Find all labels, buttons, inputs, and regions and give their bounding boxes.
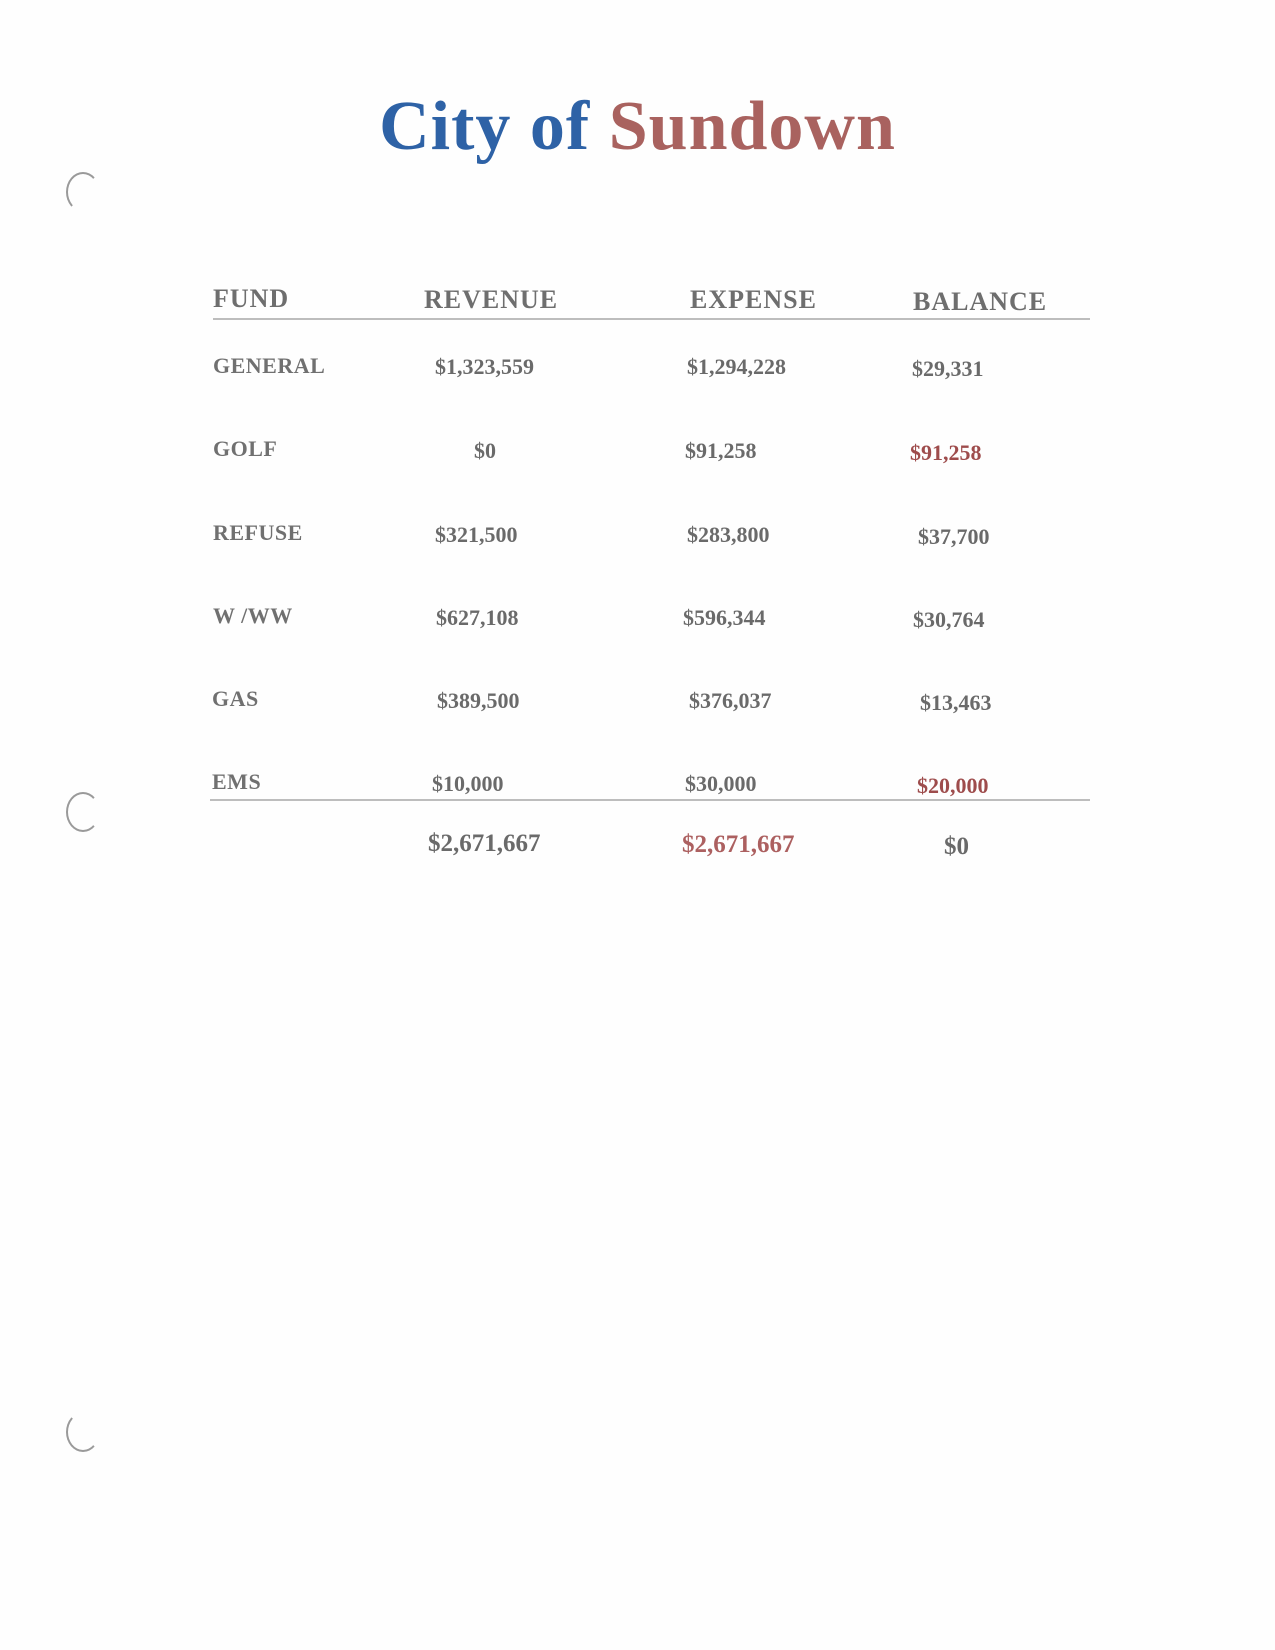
total-balance: $0 <box>944 833 969 860</box>
balance-ems: $20,000 <box>917 773 989 798</box>
fund-name-ems: EMS <box>212 769 262 794</box>
fund-name-general: GENERAL <box>213 353 326 378</box>
fund-name-w-ww: W /WW <box>213 603 293 628</box>
expense-ems: $30,000 <box>685 771 757 796</box>
revenue-general: $1,323,559 <box>435 354 534 379</box>
totals-rule <box>210 799 1090 801</box>
revenue-w-ww: $627,108 <box>436 605 519 630</box>
header-expense: EXPENSE <box>690 285 817 314</box>
fund-name-gas: GAS <box>212 686 259 711</box>
fund-name-refuse: REFUSE <box>213 520 303 545</box>
expense-refuse: $283,800 <box>687 522 770 547</box>
fund-name-golf: GOLF <box>213 436 278 461</box>
balance-golf: $91,258 <box>910 440 982 465</box>
balance-w-ww: $30,764 <box>913 607 985 632</box>
header-underline <box>213 318 1090 320</box>
title-city-of: City of <box>379 88 591 165</box>
header-revenue: REVENUE <box>424 285 559 314</box>
header-balance: BALANCE <box>913 287 1048 316</box>
title-sundown: Sundown <box>608 88 896 165</box>
expense-golf: $91,258 <box>685 438 757 463</box>
balance-refuse: $37,700 <box>918 524 990 549</box>
expense-gas: $376,037 <box>689 688 772 713</box>
balance-gas: $13,463 <box>920 690 992 715</box>
balance-general: $29,331 <box>912 356 984 381</box>
punch-hole-bottom <box>66 1412 100 1452</box>
total-expense: $2,671,667 <box>682 831 795 858</box>
revenue-refuse: $321,500 <box>435 522 518 547</box>
total-revenue: $2,671,667 <box>428 830 541 857</box>
expense-w-ww: $596,344 <box>683 605 766 630</box>
revenue-gas: $389,500 <box>437 688 520 713</box>
header-fund: FUND <box>213 284 290 313</box>
revenue-golf: $0 <box>474 438 496 463</box>
expense-general: $1,294,228 <box>687 354 786 379</box>
revenue-ems: $10,000 <box>432 771 504 796</box>
